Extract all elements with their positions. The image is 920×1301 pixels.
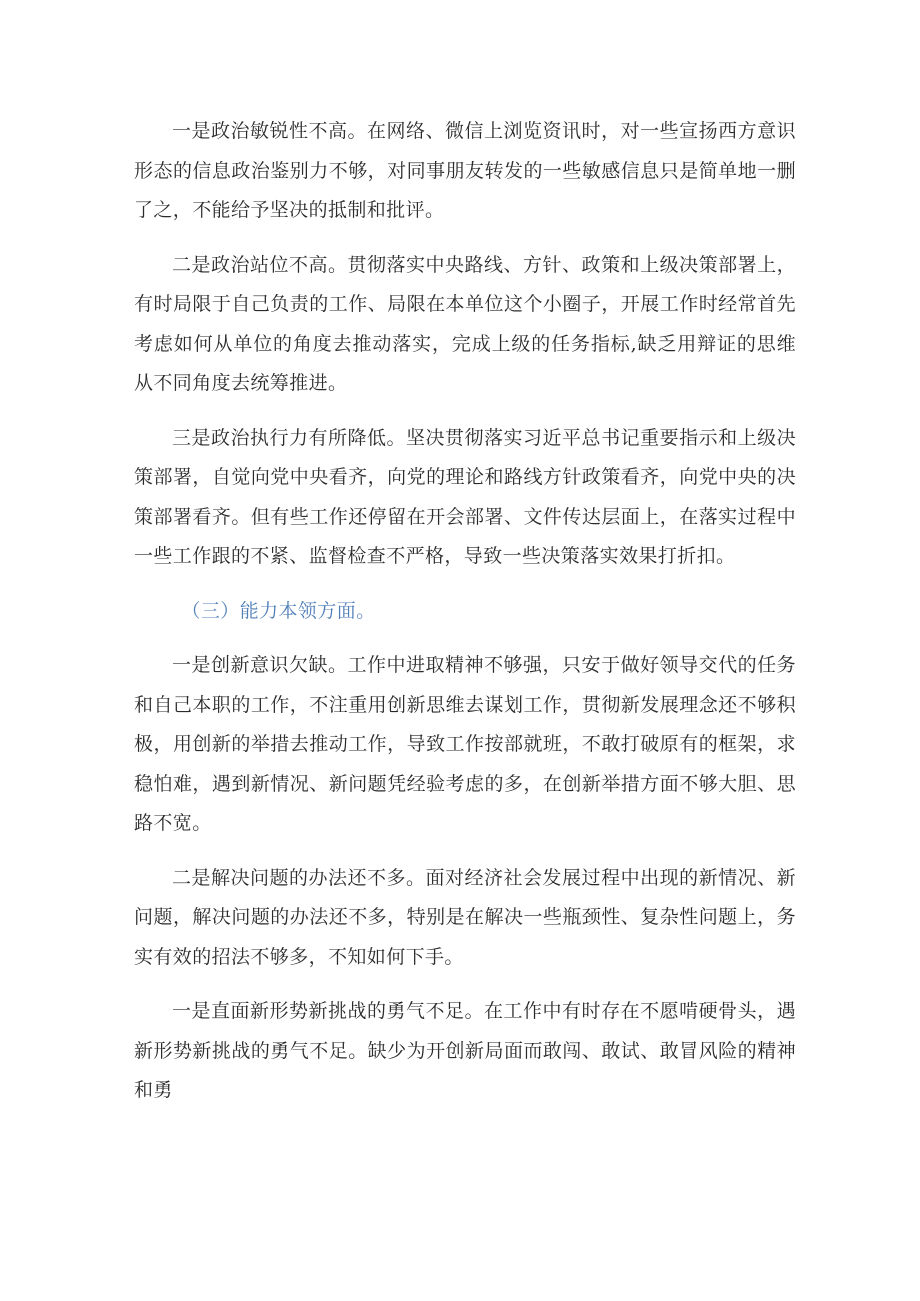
paragraph-political-stance: 二是政治站位不高。贯彻落实中央路线、方针、政策和上级决策部署上，有时局限于自己负责的工作、局限在本单位这个小圈子，开展工作时经常首先考虑如何从单位的角度去推动落实，完成上级的任务指标,缺乏用辩证的思维从不同角度去统筹推进。	[134, 253, 796, 394]
paragraph-problem-solving: 二是解决问题的办法还不多。面对经济社会发展过程中出现的新情况、新问题，解决问题的办法还不多，特别是在解决一些瓶颈性、复杂性问题上，务实有效的招法不够多，不知如何下手。	[134, 866, 796, 968]
document-body	[134, 112, 796, 1126]
paragraph-political-sensitivity: 一是政治敏锐性不高。在网络、微信上浏览资讯时，对一些宣扬西方意识形态的信息政治鉴别力不够，对同事朋友转发的一些敏感信息只是简单地一删了之，不能给予坚决的抵制和批评。	[134, 120, 796, 221]
paragraph-political-execution: 三是政治执行力有所降低。坚决贯彻落实习近平总书记重要指示和上级决策部署，自觉向党中央看齐，向党的理论和路线方针政策看齐，向党中央的决策部署看齐。但有些工作还停留在开会部署、文件传达层面上，在落实过程中一些工作跟的不紧、监督检查不严格，导致一些决策落实效果打折扣。	[134, 426, 796, 567]
paragraph-courage: 一是直面新形势新挑战的勇气不足。在工作中有时存在不愿啃硬骨头，遇新形势新挑战的勇气不足。缺少为开创新局面而敢闯、敢试、敢冒风险的精神和勇	[134, 1000, 796, 1101]
paragraph-innovation: 一是创新意识欠缺。工作中进取精神不够强，只安于做好领导交代的任务和自己本职的工作，不注重用创新思维去谋划工作，贯彻新发展理念还不够积极，用创新的举措去推动工作，导致工作按部就班，不敢打破原有的框架，求稳怕难，遇到新情况、新问题凭经验考虑的多，在创新举措方面不够大胆、思路不宽。	[134, 654, 796, 834]
section-heading-ability: （三）能力本领方面。	[181, 599, 376, 622]
